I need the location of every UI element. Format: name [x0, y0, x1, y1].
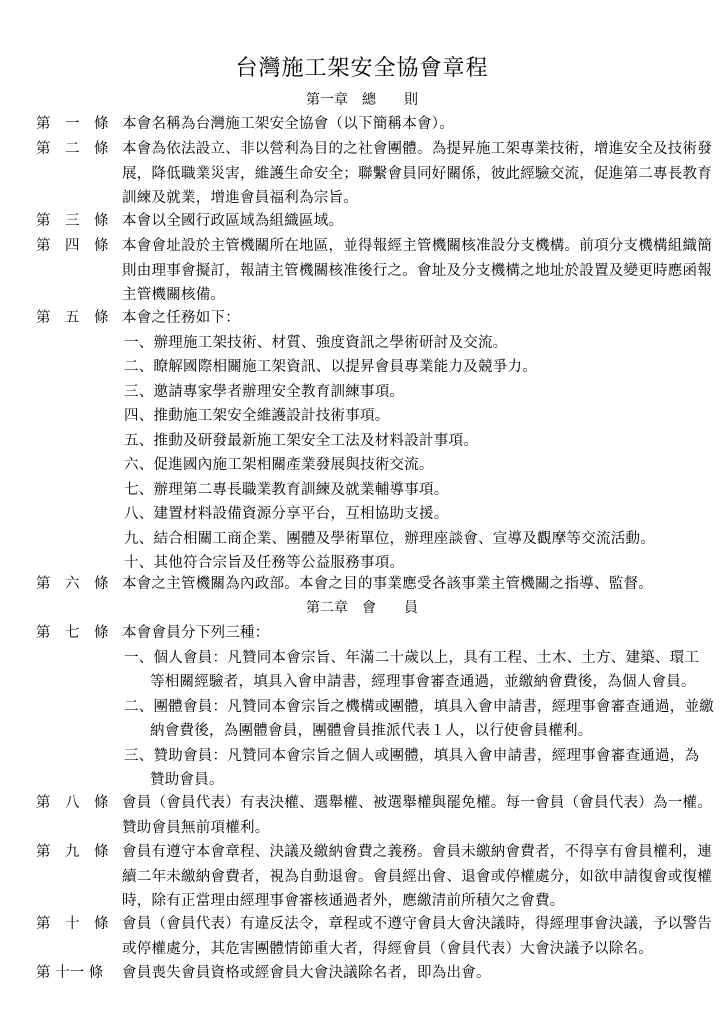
article-body: [122, 306, 712, 576]
article-text-line: 本會為依法設立、非以營利為目的之社會團體。為提昇施工架專業技術，增進安全及技術發: [122, 141, 712, 157]
article-number: 第 一 條: [36, 116, 109, 132]
article-number: 第 六 條: [36, 576, 109, 592]
list-item: 四、推動施工架安全維護設計技術事項。: [124, 408, 390, 424]
article-body: [122, 840, 712, 914]
article-text-line: 會員有遵守本會章程、決議及繳納會費之義務。會員未繳納會費者，不得享有會員權利，連: [122, 844, 712, 860]
article-text-line: 展，降低職業災害，維護生命安全；聯繫會員同好關係，彼此經驗交流，促進第二專長教育: [122, 165, 712, 182]
article-text-line: 則由理事會擬訂，報請主管機關核准後行之。會址及分支機構之地址於設置及變更時應函報: [122, 262, 712, 279]
article-4: [36, 234, 712, 308]
article-10: [36, 912, 712, 961]
list-item-continuation: 等相關經驗者，填具入會申請書，經理事會審查通過，並繳納會費後，為個人會員。: [150, 674, 696, 690]
article-number: 第 四 條: [36, 238, 109, 254]
list-item: 二、瞭解國際相關施工架資訊、以提昇會員專業能力及競爭力。: [124, 359, 537, 375]
article-1: [36, 112, 712, 137]
article-7: [36, 621, 712, 793]
list-item: 五、推動及研發最新施工架安全工法及材料設計事項。: [124, 432, 478, 449]
article-body: [122, 572, 712, 597]
article-number: 第 三 條: [36, 213, 109, 229]
article-number: 第 七 條: [36, 625, 109, 641]
article-body: [122, 621, 712, 793]
article-body: [122, 234, 712, 308]
article-text-line: 會員（會員代表）有表決權、選舉權、被選舉權與罷免權。每一會員（會員代表）為一權。: [122, 795, 712, 811]
document-title: 台灣施工架安全協會章程: [235, 56, 489, 81]
article-3: [36, 209, 712, 234]
article-text-line: 本會會員分下列三種：: [122, 625, 270, 641]
article-number: 第 九 條: [36, 844, 109, 860]
list-item: 七、辦理第二專長職業教育訓練及就業輔導事項。: [124, 481, 449, 498]
article-text-line: 會員喪失會員資格或經會員大會決議除名者，即為出會。: [122, 965, 491, 981]
list-item: 三、邀請專家學者辦理安全教育訓練事項。: [124, 383, 405, 400]
article-text-line: 時，除有正當理由經理事會審核通過者外，應繳清前所積欠之會費。: [122, 893, 565, 909]
list-item-continuation: 贊助會員。: [150, 772, 224, 788]
article-text-line: 贊助會員無前項權利。: [122, 819, 270, 836]
list-item: 八、建置材料設備資源分享平台，互相協助支援。: [124, 506, 449, 522]
article-text-line: 主管機關核備。: [122, 287, 226, 303]
article-body: [122, 112, 712, 137]
article-text-line: 本會名稱為台灣施工架安全協會（以下簡稱本會）。: [122, 116, 454, 132]
list-item: 三、贊助會員：凡贊同本會宗旨之個人或團體，填具入會申請書，經理事會審查通過，為: [124, 747, 700, 764]
article-2: [36, 137, 712, 211]
list-item: 二、團體會員：凡贊同本會宗旨之機構或團體，填具入會申請書，經理事會審查通過，並繳: [124, 698, 714, 715]
article-text-line: 本會之主管機關為內政部。本會之目的事業應受各該事業主管機關之指導、監督。: [122, 576, 653, 592]
article-11: [36, 961, 712, 986]
article-number: 第 十一 條: [36, 965, 104, 981]
article-number: 第 八 條: [36, 795, 109, 811]
article-number: 第 五 條: [36, 310, 109, 326]
article-body: [122, 912, 712, 961]
article-text-line: 續二年未繳納會費者，視為自動退會。會員經出會、退會或停權處分，如欲申請復會或復權: [122, 868, 712, 885]
list-item: 九、結合相關工商企業、團體及學術單位，辦理座談會、宣導及觀摩等交流活動。: [124, 530, 655, 547]
article-body: [122, 137, 712, 211]
article-text-line: 本會會址設於主管機關所在地區，並得報經主管機關核准設分支機構。前項分支機構組織簡: [122, 238, 712, 254]
list-item: 一、個人會員：凡贊同本會宗旨、年滿二十歲以上，具有工程、土木、土方、建築、環工: [124, 649, 700, 666]
article-body: [122, 791, 712, 840]
article-text-line: 本會之任務如下：: [122, 310, 240, 326]
chapter-heading-2: 第二章 會 員: [306, 600, 418, 616]
article-text-line: 或停權處分，其危害團體情節重大者，得經會員（會員代表）大會決議予以除名。: [122, 940, 653, 957]
article-9: [36, 840, 712, 914]
article-8: [36, 791, 712, 840]
list-item-continuation: 納會費後，為團體會員，團體會員推派代表１人，以行使會員權利。: [150, 723, 593, 739]
article-6: [36, 572, 712, 597]
list-item: 六、促進國內施工架相關產業發展與技術交流。: [124, 457, 434, 473]
chapter-heading-1: 第一章 總 則: [306, 92, 418, 108]
article-body: [122, 209, 712, 234]
article-5: [36, 306, 712, 576]
article-body: [122, 961, 712, 986]
article-number: 第 二 條: [36, 141, 109, 157]
article-text-line: 會員（會員代表）有違反法令，章程或不遵守會員大會決議時，得經理事會決議，予以警告: [122, 916, 712, 932]
article-number: 第 十 條: [36, 916, 109, 932]
article-text-line: 本會以全國行政區域為組織區域。: [122, 213, 344, 229]
article-text-line: 訓練及就業，增進會員福利為宗旨。: [122, 190, 358, 206]
list-item: 十、其他符合宗旨及任務等公益服務事項。: [124, 555, 405, 571]
list-item: 一、辦理施工架技術、材質、強度資訊之學術研討及交流。: [124, 334, 508, 351]
